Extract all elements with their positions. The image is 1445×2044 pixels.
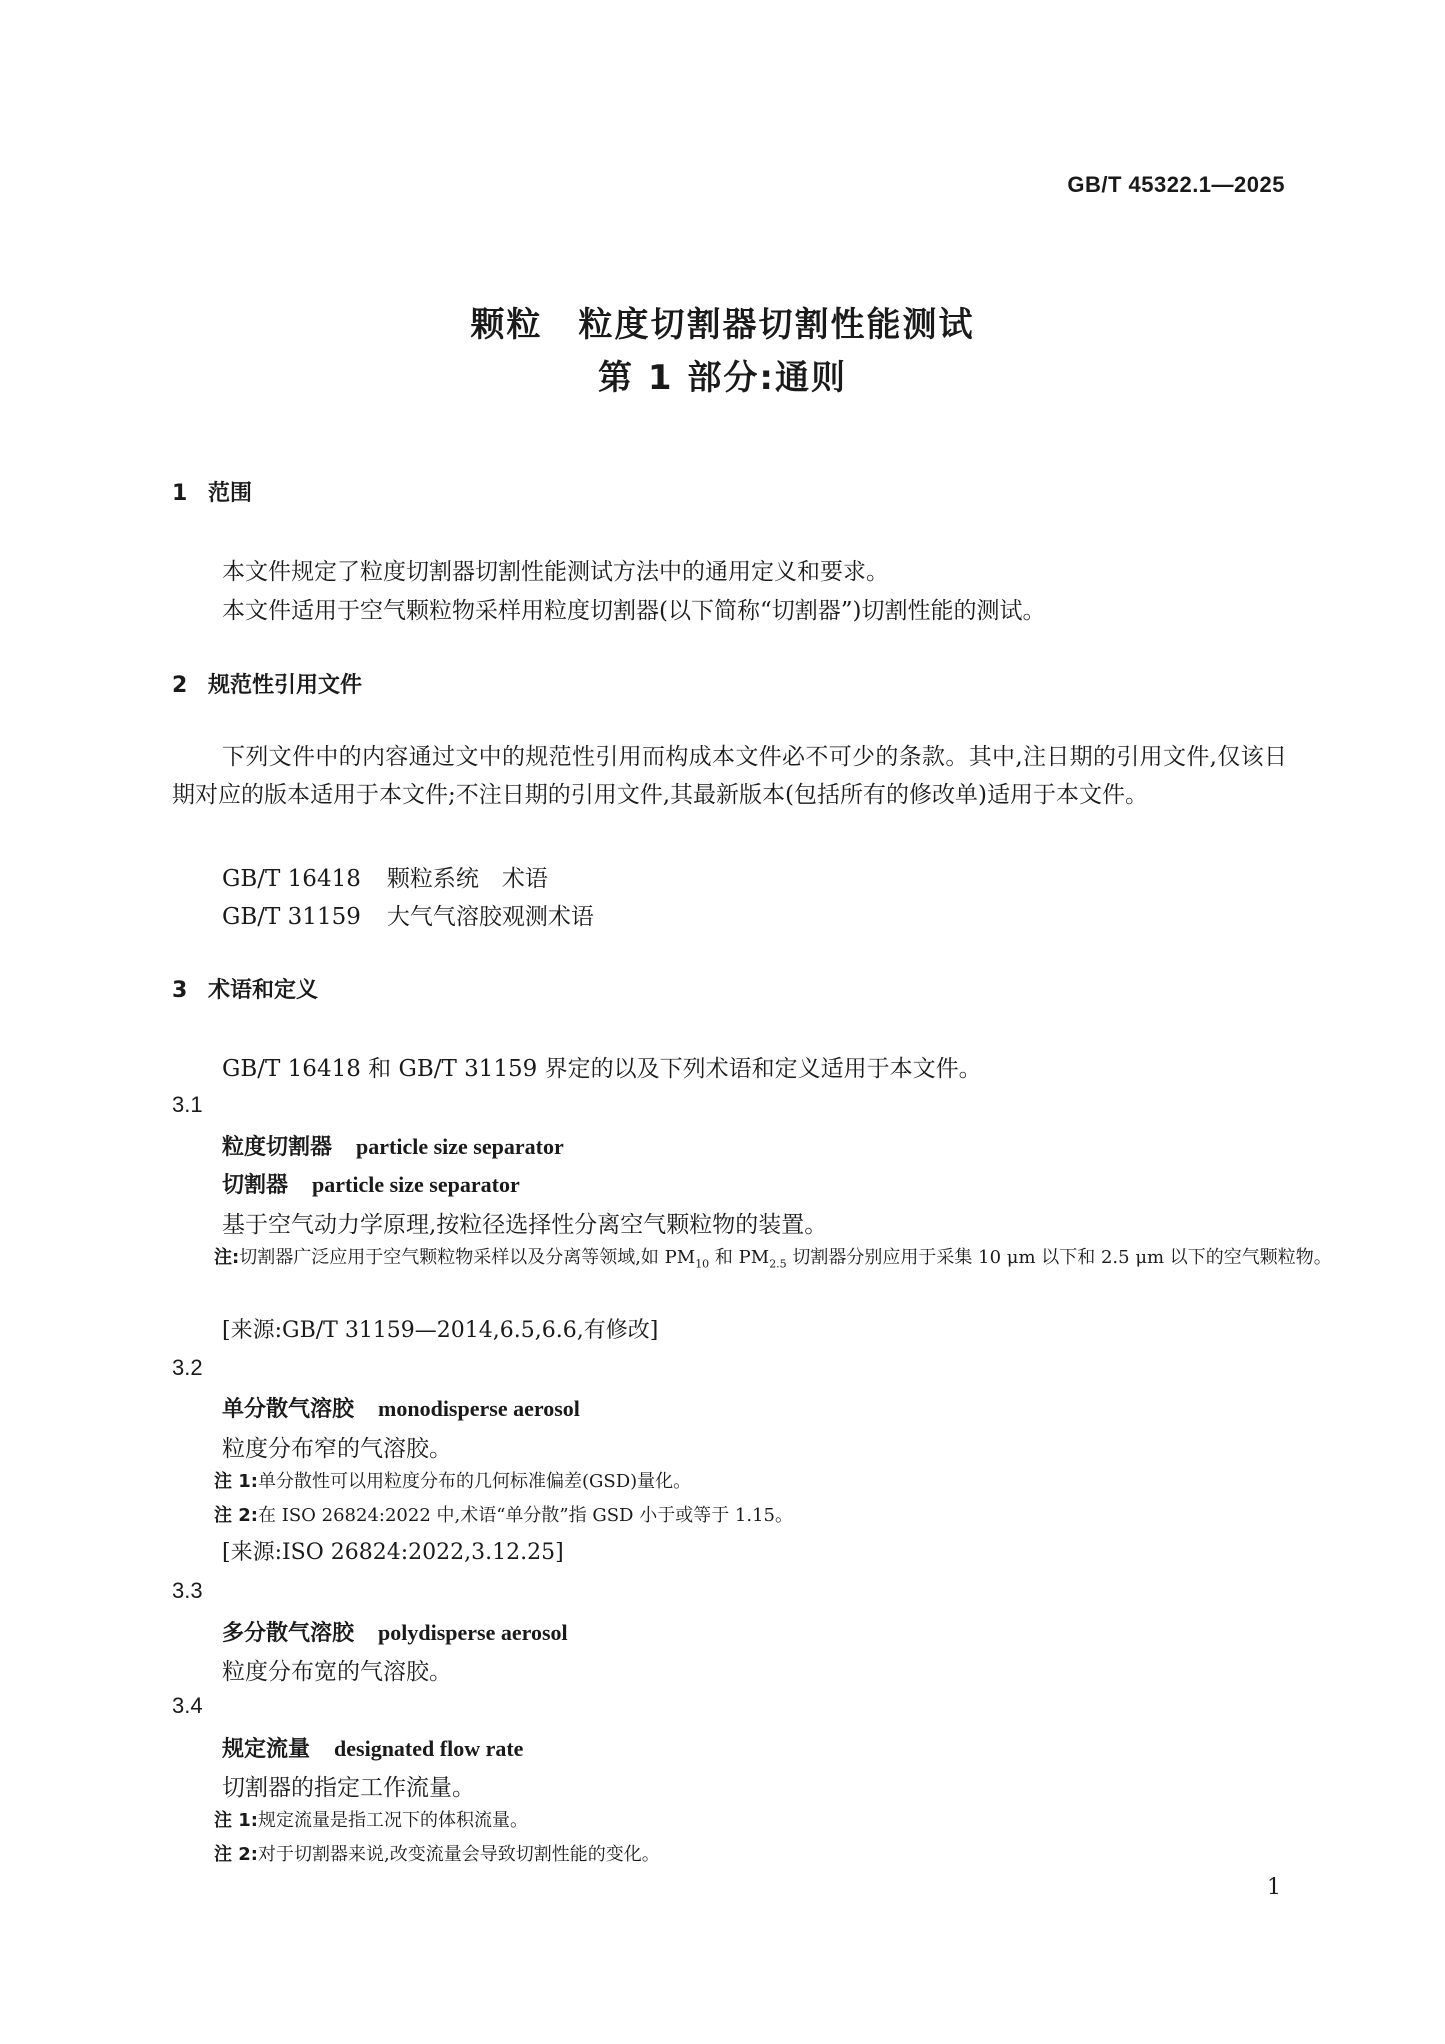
term-source: [来源:ISO 26824:2022,3.12.25] (222, 1540, 564, 1565)
term-definition: 切割器的指定工作流量。 (222, 1775, 475, 1801)
note-text: 切割器广泛应用于空气颗粒物采样以及分离等领域,如 PM (239, 1247, 696, 1268)
term-entry (222, 1732, 523, 1763)
term-number: 3.2 (172, 1355, 203, 1380)
note-label: 注 2: (214, 1505, 258, 1526)
section-number: 2 (172, 673, 188, 698)
term-cn: 单分散气溶胶 (222, 1397, 355, 1422)
term-cn: 规定流量 (222, 1737, 311, 1762)
reference-name: 大气气溶胶观测术语 (386, 904, 594, 930)
term-note-1 (214, 1806, 528, 1832)
term-en: polydisperse aerosol (378, 1620, 568, 1645)
term-definition: 粒度分布窄的气溶胶。 (222, 1436, 452, 1462)
term-en: particle size separator (312, 1172, 520, 1197)
term-note-1 (214, 1467, 691, 1493)
term-note (214, 1241, 1336, 1282)
section-number: 1 (172, 481, 188, 506)
subscript: 2.5 (769, 1257, 787, 1271)
note-text: 单分散性可以用粒度分布的几何标准偏差(GSD)量化。 (258, 1471, 692, 1492)
note-label: 注 1: (214, 1810, 258, 1831)
term-en: designated flow rate (334, 1736, 524, 1761)
term-entry (222, 1130, 564, 1161)
reference-item (222, 898, 594, 931)
reference-code: GB/T 16418 (222, 866, 361, 892)
section-title: 范围 (208, 481, 253, 506)
term-en: particle size separator (356, 1134, 564, 1159)
note-text: 和 PM (709, 1247, 770, 1268)
term-number: 3.1 (172, 1092, 203, 1117)
subscript: 10 (695, 1257, 710, 1271)
term-cn: 粒度切割器 (222, 1135, 333, 1160)
section-number: 3 (172, 978, 188, 1003)
term-definition: 基于空气动力学原理,按粒径选择性分离空气颗粒物的装置。 (222, 1212, 828, 1238)
term-cn: 多分散气溶胶 (222, 1621, 355, 1646)
standard-number: GB/T 45322.1—2025 (1067, 172, 1285, 197)
section-title: 规范性引用文件 (208, 673, 363, 698)
note-label: 注: (214, 1247, 240, 1268)
term-number: 3.3 (172, 1578, 203, 1603)
document-title-line2: 第 1 部分:通则 (598, 358, 847, 398)
section-title: 术语和定义 (208, 978, 319, 1003)
document-title-line1: 颗粒 粒度切割器切割性能测试 (470, 305, 975, 345)
term-number: 3.4 (172, 1693, 203, 1718)
note-text: 对于切割器来说,改变流量会导致切割性能的变化。 (258, 1844, 660, 1865)
section-1-heading (172, 476, 252, 507)
reference-name: 颗粒系统 术语 (386, 866, 548, 892)
reference-item (222, 860, 548, 893)
section-2-paragraph: 下列文件中的内容通过文中的规范性引用而构成本文件必不可少的条款。其中,注日期的引用文件,仅该日期对应的版本适用于本文件;不注日期的引用文件,其最新版本(包括所有的修改单)适用于本文件。 (172, 744, 1287, 808)
section-2-heading (172, 668, 362, 699)
note-text: 在 ISO 26824:2022 中,术语“单分散”指 GSD 小于或等于 1.15。 (258, 1505, 794, 1526)
page-number: 1 (1267, 1875, 1281, 1900)
section-3-heading (172, 973, 318, 1004)
reference-code: GB/T 31159 (222, 904, 361, 930)
section-1-paragraph-1: 本文件规定了粒度切割器切割性能测试方法中的通用定义和要求。 (222, 559, 889, 585)
section-3-intro: GB/T 16418 和 GB/T 31159 界定的以及下列术语和定义适用于本文件。 (222, 1056, 982, 1082)
note-text: 切割器分别应用于采集 10 μm 以下和 2.5 μm 以下的空气颗粒物。 (786, 1247, 1332, 1268)
note-label: 注 1: (214, 1471, 258, 1492)
term-en: monodisperse aerosol (378, 1396, 580, 1421)
term-note-2 (214, 1840, 660, 1866)
note-text: 规定流量是指工况下的体积流量。 (258, 1810, 528, 1831)
term-source: [来源:GB/T 31159—2014,6.5,6.6,有修改] (222, 1318, 659, 1343)
term-entry (222, 1392, 580, 1423)
term-cn: 切割器 (222, 1173, 289, 1198)
note-label: 注 2: (214, 1844, 258, 1865)
term-definition: 粒度分布宽的气溶胶。 (222, 1659, 452, 1685)
term-entry-synonym (222, 1168, 520, 1199)
term-note-2 (214, 1501, 793, 1527)
term-entry (222, 1616, 568, 1647)
section-1-paragraph-2: 本文件适用于空气颗粒物采样用粒度切割器(以下简称“切割器”)切割性能的测试。 (222, 598, 1046, 624)
